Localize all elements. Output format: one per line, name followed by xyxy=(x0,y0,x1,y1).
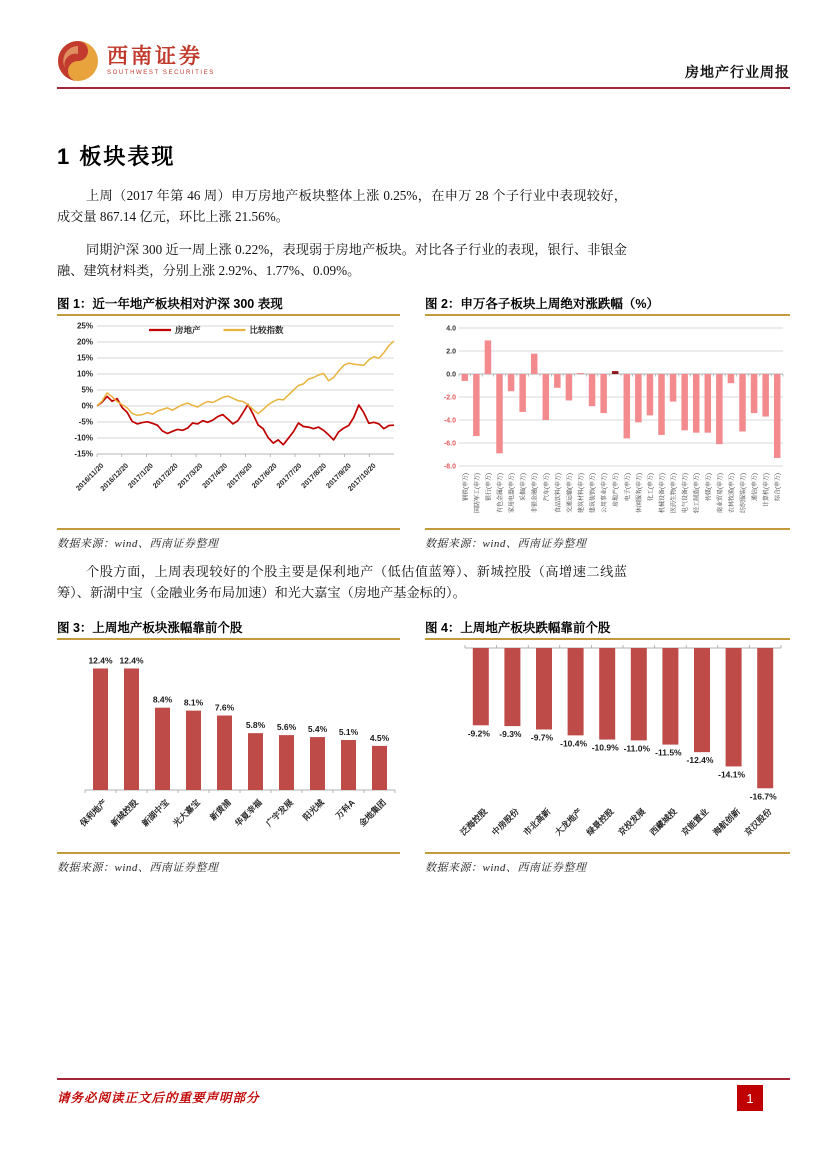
bar-传媒(申万) xyxy=(705,374,712,433)
figure-1-source: 数据来源：wind、西南证券整理 xyxy=(57,538,219,550)
svg-text:西藏城投: 西藏城投 xyxy=(647,806,679,838)
svg-text:7.6%: 7.6% xyxy=(214,702,235,713)
svg-text:比较指数: 比较指数 xyxy=(249,325,284,335)
svg-text:纺织服装(申万): 纺织服装(申万) xyxy=(741,473,747,513)
svg-text:轻工制造(申万): 轻工制造(申万) xyxy=(694,473,701,513)
bar-建筑装饰(申万) xyxy=(589,374,596,406)
svg-text:-9.7%: -9.7% xyxy=(530,732,554,743)
svg-text:采掘(申万): 采掘(申万) xyxy=(521,473,528,501)
svg-text:钢铁(申万): 钢铁(申万) xyxy=(463,473,470,501)
bar-非银金融(申万) xyxy=(531,354,538,374)
figure-2-source: 数据来源：wind、西南证券整理 xyxy=(425,538,587,550)
svg-text:-16.7%: -16.7% xyxy=(749,791,777,802)
svg-text:有色金属(申万): 有色金属(申万) xyxy=(498,473,504,513)
bar-新城控股 xyxy=(124,668,139,790)
figure-1-title: 图 1：近一年地产板块相对沪深 300 表现 xyxy=(57,297,283,311)
logo-mark-icon xyxy=(57,40,99,82)
svg-text:华夏幸福: 华夏幸福 xyxy=(232,797,264,829)
paragraph-2: 同期沪深 300 近一周上涨 0.22%，表现弱于房地产板块。对比各子行业的表现，银行、非银金融、建筑材料类，分别上涨 2.92%、1.77%、0.09%。 xyxy=(57,242,627,278)
bar-化工(申万) xyxy=(647,374,654,415)
logo-cn-text: 西南证券 xyxy=(107,44,203,68)
svg-text:2017/2/20: 2017/2/20 xyxy=(150,461,180,491)
svg-text:2017/9/20: 2017/9/20 xyxy=(323,461,353,491)
logo-en-text: SOUTHWEST SECURITIES xyxy=(107,70,215,76)
company-logo xyxy=(57,40,215,82)
logo-text xyxy=(107,46,215,76)
svg-text:医药生物(申万): 医药生物(申万) xyxy=(671,473,678,513)
svg-text:海航创新: 海航创新 xyxy=(710,806,743,838)
svg-text:-12.4%: -12.4% xyxy=(686,755,714,766)
svg-text:2017/7/20: 2017/7/20 xyxy=(274,461,304,491)
svg-text:20%: 20% xyxy=(76,337,93,347)
bar-有色金属(申万) xyxy=(496,374,503,453)
paragraph-1: 上周（2017 年第 46 周）申万房地产板块整体上涨 0.25%，在申万 28 个子行业中表现较好，成交量 867.14 亿元，环比上涨 21.56%。 xyxy=(57,188,627,224)
bar-商业贸易(申万) xyxy=(716,374,723,444)
report-type-label: 房地产行业周报 xyxy=(685,66,790,81)
svg-text:0%: 0% xyxy=(81,401,93,411)
svg-text:2017/4/20: 2017/4/20 xyxy=(200,461,230,491)
svg-text:家用电器(申万): 家用电器(申万) xyxy=(509,473,516,513)
svg-text:5.1%: 5.1% xyxy=(338,727,359,738)
svg-text:5.6%: 5.6% xyxy=(276,722,297,733)
bar-银行(申万) xyxy=(485,340,492,374)
svg-text:汽车(申万): 汽车(申万) xyxy=(544,473,551,501)
svg-text:机械设备(申万): 机械设备(申万) xyxy=(660,473,666,513)
series-比较指数 xyxy=(97,341,394,415)
bar-汽车(申万) xyxy=(543,374,550,420)
bar-新湖中宝 xyxy=(155,708,170,790)
page-number: 1 xyxy=(737,1085,763,1111)
svg-text:8.1%: 8.1% xyxy=(183,697,204,708)
fig2-bar-chart xyxy=(425,316,790,528)
svg-text:金地集团: 金地集团 xyxy=(356,797,388,829)
bar-西藏城投 xyxy=(662,648,678,745)
svg-text:-9.3%: -9.3% xyxy=(499,729,522,740)
svg-text:银行(申万): 银行(申万) xyxy=(486,473,493,501)
svg-text:大龙地产: 大龙地产 xyxy=(552,806,585,838)
svg-text:4.5%: 4.5% xyxy=(369,732,390,743)
svg-text:2017/10/20: 2017/10/20 xyxy=(345,461,378,493)
figure-2 xyxy=(425,296,790,551)
bar-阳光城 xyxy=(310,737,325,790)
bar-食品饮料(申万) xyxy=(554,374,561,388)
bar-休闲服务(申万) xyxy=(635,374,642,422)
svg-text:2017/5/20: 2017/5/20 xyxy=(224,461,254,491)
bar-机械设备(申万) xyxy=(658,374,665,435)
bar-海航创新 xyxy=(726,648,742,766)
header-rule xyxy=(57,87,790,89)
bar-绿景控股 xyxy=(599,648,615,740)
bar-钢铁(申万) xyxy=(462,374,469,381)
bar-采掘(申万) xyxy=(519,374,526,412)
svg-text:2017/8/20: 2017/8/20 xyxy=(299,461,329,491)
bar-万科A xyxy=(341,740,356,790)
svg-text:农林牧渔(申万): 农林牧渔(申万) xyxy=(729,473,736,513)
bar-光大嘉宝 xyxy=(186,711,201,790)
svg-text:8.4%: 8.4% xyxy=(152,694,173,705)
svg-text:5.4%: 5.4% xyxy=(307,724,328,735)
svg-text:京投发展: 京投发展 xyxy=(616,806,648,838)
figure-4-source: 数据来源：wind、西南证券整理 xyxy=(425,862,587,874)
svg-text:电气设备(申万): 电气设备(申万) xyxy=(683,473,690,513)
svg-text:交通运输(申万): 交通运输(申万) xyxy=(567,473,574,513)
bar-电气设备(申万) xyxy=(681,374,688,430)
svg-text:商业贸易(申万): 商业贸易(申万) xyxy=(717,473,724,513)
svg-text:2016/11/20: 2016/11/20 xyxy=(73,461,106,493)
section-heading: 1 板块表现 xyxy=(57,144,176,169)
svg-text:2.0: 2.0 xyxy=(446,348,456,356)
svg-text:综合(申万): 综合(申万) xyxy=(775,473,782,501)
figure-1 xyxy=(57,296,400,551)
bar-泛海控股 xyxy=(473,648,489,725)
svg-text:新黄浦: 新黄浦 xyxy=(207,797,233,823)
bar-中房股份 xyxy=(504,648,520,726)
bar-保利地产 xyxy=(93,668,108,790)
svg-text:12.4%: 12.4% xyxy=(88,655,113,666)
bar-建筑材料(申万) xyxy=(577,373,584,374)
svg-text:保利地产: 保利地产 xyxy=(77,797,109,829)
svg-text:国防军工(申万): 国防军工(申万) xyxy=(474,473,481,513)
bar-电子(申万) xyxy=(624,374,631,438)
svg-text:电子(申万): 电子(申万) xyxy=(625,473,632,501)
bar-市北高新 xyxy=(536,648,552,729)
svg-text:传媒(申万): 传媒(申万) xyxy=(706,473,713,501)
svg-text:25%: 25% xyxy=(76,321,93,331)
svg-text:2017/3/20: 2017/3/20 xyxy=(175,461,205,491)
fig3-bar-chart xyxy=(57,640,400,852)
svg-text:2017/6/20: 2017/6/20 xyxy=(249,461,279,491)
bar-广宇发展 xyxy=(279,735,294,790)
bar-通信(申万) xyxy=(751,374,758,413)
svg-text:建筑装饰(申万): 建筑装饰(申万) xyxy=(590,473,597,513)
svg-text:-15%: -15% xyxy=(74,449,93,459)
svg-text:5.8%: 5.8% xyxy=(245,720,266,731)
svg-text:2017/1/20: 2017/1/20 xyxy=(125,461,155,491)
svg-text:房地产(申万): 房地产(申万) xyxy=(613,473,620,507)
svg-text:广宇发展: 广宇发展 xyxy=(263,797,295,829)
svg-text:阳光城: 阳光城 xyxy=(300,797,326,823)
figure-3-title: 图 3：上周地产板块涨幅靠前个股 xyxy=(57,621,243,635)
svg-text:中房股份: 中房股份 xyxy=(489,806,521,838)
svg-text:-10.9%: -10.9% xyxy=(591,742,619,753)
svg-text:12.4%: 12.4% xyxy=(119,655,144,666)
svg-text:新城控股: 新城控股 xyxy=(108,797,140,829)
footer-disclaimer: 请务必阅读正文后的重要声明部分 xyxy=(57,1091,260,1105)
svg-text:2016/12/20: 2016/12/20 xyxy=(98,461,131,493)
bar-新黄浦 xyxy=(217,716,232,790)
svg-text:化工(申万): 化工(申万) xyxy=(648,473,655,501)
svg-text:京汉股份: 京汉股份 xyxy=(742,806,774,838)
bar-综合(申万) xyxy=(774,374,781,458)
svg-text:-2.0: -2.0 xyxy=(443,394,456,402)
bar-国防军工(申万) xyxy=(473,374,480,436)
svg-text:休闲服务(申万): 休闲服务(申万) xyxy=(636,473,643,513)
bar-交通运输(申万) xyxy=(566,374,573,400)
svg-text:通信(申万): 通信(申万) xyxy=(752,473,759,501)
svg-text:-11.0%: -11.0% xyxy=(623,743,651,754)
svg-text:-6.0: -6.0 xyxy=(443,440,456,448)
figure-4-title: 图 4：上周地产板块跌幅靠前个股 xyxy=(425,621,611,635)
bar-京汉股份 xyxy=(757,648,773,788)
bar-纺织服装(申万) xyxy=(739,374,746,432)
svg-text:光大嘉宝: 光大嘉宝 xyxy=(170,797,202,829)
svg-text:计算机(申万): 计算机(申万) xyxy=(764,473,771,507)
bar-大龙地产 xyxy=(568,648,584,735)
figure-3-source: 数据来源：wind、西南证券整理 xyxy=(57,862,219,874)
svg-text:新湖中宝: 新湖中宝 xyxy=(139,797,171,829)
svg-text:5%: 5% xyxy=(81,385,93,395)
svg-text:-4.0: -4.0 xyxy=(443,417,456,425)
svg-text:非银金融(申万): 非银金融(申万) xyxy=(532,473,539,513)
footer-rule xyxy=(57,1078,790,1080)
svg-text:房地产: 房地产 xyxy=(175,325,201,335)
svg-text:-9.2%: -9.2% xyxy=(467,728,490,739)
svg-text:食品饮料(申万): 食品饮料(申万) xyxy=(555,473,562,513)
fig4-bar-chart xyxy=(425,640,790,852)
bar-公用事业(申万) xyxy=(600,374,607,413)
svg-text:万科A: 万科A xyxy=(333,797,357,821)
bar-轻工制造(申万) xyxy=(693,374,700,433)
figure-2-title: 图 2：申万各子板块上周绝对涨跌幅（%） xyxy=(425,297,660,311)
bar-房地产(申万) xyxy=(612,371,619,374)
svg-text:0.0: 0.0 xyxy=(446,371,456,379)
fig1-line-chart xyxy=(57,316,400,528)
svg-text:公用事业(申万): 公用事业(申万) xyxy=(602,473,609,513)
svg-text:-14.1%: -14.1% xyxy=(718,769,746,780)
paragraph-3: 个股方面，上周表现较好的个股主要是保利地产（低估值蓝筹）、新城控股（高增速二线蓝筹）、新湖中宝（金融业务布局加速）和光大嘉宝（房地产基金标的）。 xyxy=(57,564,627,600)
bar-华夏幸福 xyxy=(248,733,263,790)
svg-text:-5%: -5% xyxy=(78,417,93,427)
svg-text:-11.5%: -11.5% xyxy=(655,747,682,758)
svg-text:15%: 15% xyxy=(76,353,93,363)
bar-家用电器(申万) xyxy=(508,374,515,391)
svg-text:4.0: 4.0 xyxy=(446,325,456,333)
svg-text:泛海控股: 泛海控股 xyxy=(458,806,490,838)
svg-text:-8.0: -8.0 xyxy=(443,463,456,471)
figure-4 xyxy=(425,620,790,875)
svg-text:-10%: -10% xyxy=(74,433,93,443)
bar-金地集团 xyxy=(372,746,387,790)
svg-text:市北高新: 市北高新 xyxy=(521,806,553,838)
bar-京能置业 xyxy=(694,648,710,752)
bar-农林牧渔(申万) xyxy=(728,374,735,383)
svg-text:绿景控股: 绿景控股 xyxy=(584,806,616,838)
bar-医药生物(申万) xyxy=(670,374,677,402)
bar-计算机(申万) xyxy=(762,374,769,417)
svg-text:京能置业: 京能置业 xyxy=(679,806,711,838)
svg-text:-10.4%: -10.4% xyxy=(560,738,588,749)
figure-3 xyxy=(57,620,400,875)
bar-京投发展 xyxy=(631,648,647,740)
svg-text:10%: 10% xyxy=(76,369,93,379)
svg-text:建筑材料(申万): 建筑材料(申万) xyxy=(579,473,585,513)
